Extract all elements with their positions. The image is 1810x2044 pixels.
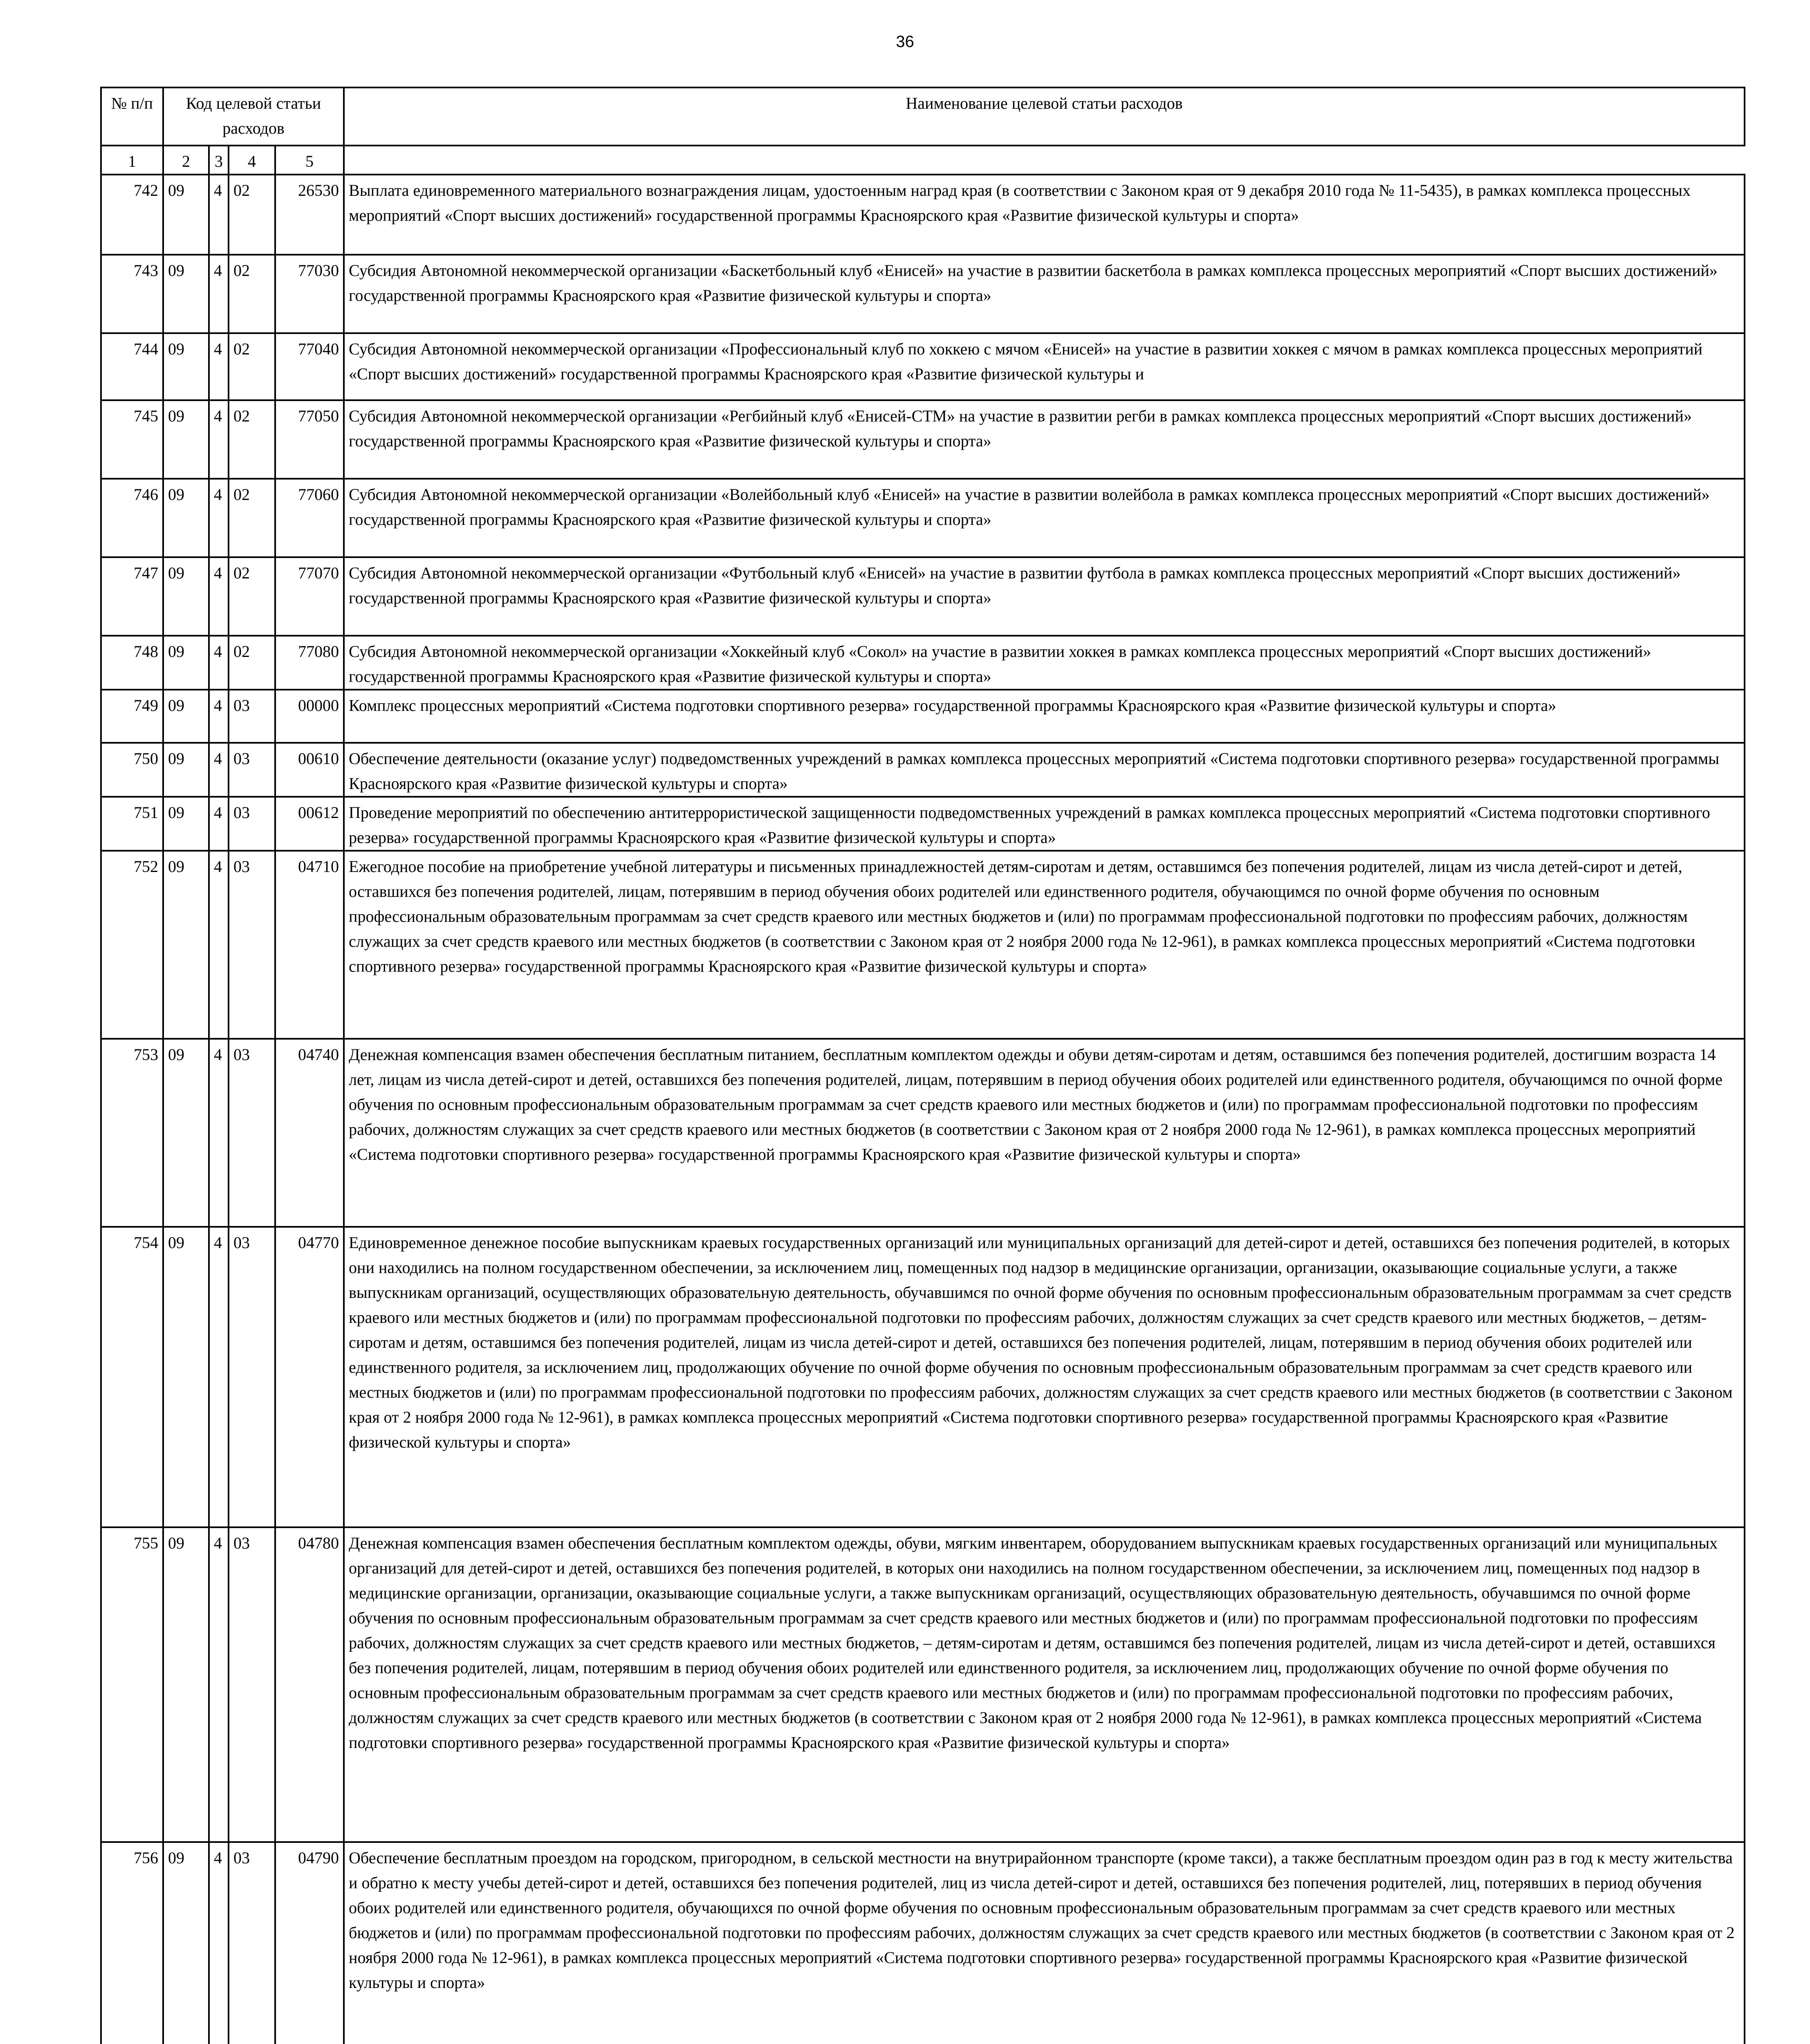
code-part-1: 09	[163, 400, 209, 479]
code-part-2: 4	[209, 1527, 229, 1842]
row-description: Обеспечение бесплатным проездом на городском, пригородном, в сельской местности на внутрирайонном транспорте (кроме такси), а также бесплатным проездом один раз в год к месту жительства и обратно к месту учебы детей-сирот и детей, оставшихся без попечения родителей, лиц из числа детей-сирот и детей, оставшихся без попечения родителей, лиц, потерявших в период обучения обоих родителей или единственного родителя, обучающихся по очной форме обучения по основным профессиональным образовательным программам за счет средств краевого или местных бюджетов и (или) по программам профессиональной подготовки по профессиям рабочих, должностям служащих за счет средств краевого или местных бюджетов (в соответствии с Законом края от 2 ноября 2000 года № 12-961), в рамках комплекса процессных мероприятий «Система подготовки спортивного резерва» государственной программы Красноярского края «Развитие физической культуры и спорта»	[344, 1842, 1745, 2044]
table-row	[101, 797, 1745, 851]
row-number: 746	[101, 479, 163, 557]
code-part-3: 03	[229, 1527, 275, 1842]
row-number: 743	[101, 255, 163, 333]
row-description: Субсидия Автономной некоммерческой организации «Регбийный клуб «Енисей-СТМ» на участие в развитии регби в рамках комплекса процессных мероприятий «Спорт высших достижений» государственной программы Красноярского края «Развитие физической культуры и спорта»	[344, 400, 1745, 479]
table-row	[101, 1842, 1745, 2044]
code-part-3: 03	[229, 690, 275, 743]
code-part-4: 00610	[275, 743, 344, 797]
header-name: Наименование целевой статьи расходов	[344, 87, 1745, 146]
code-part-4: 04770	[275, 1227, 344, 1527]
code-part-4: 77060	[275, 479, 344, 557]
table-row	[101, 1039, 1745, 1227]
row-number: 752	[101, 851, 163, 1039]
table-row	[101, 636, 1745, 690]
col-number: 2	[163, 146, 209, 175]
col-number: 5	[275, 146, 344, 175]
row-description: Денежная компенсация взамен обеспечения бесплатным комплектом одежды, обуви, мягким инвентарем, оборудованием выпускникам краевых государственных организаций или муниципальных организаций для детей-сирот и детей, оставшихся без попечения родителей, в которых они находились на полном государственном обеспечении, за исключением лиц, помещенных под надзор в медицинские организации, организации, оказывающие социальные услуги, а также выпускникам организаций, осуществляющих образовательную деятельность, обучавшимся по очной форме обучения по основным профессиональным образовательным программам за счет средств краевого или местных бюджетов и (или) по программам профессиональной подготовки по профессиям рабочих, должностям служащих за счет средств краевого или местных бюджетов, – детям-сиротам и детям, оставшимся без попечения родителей, лицам из числа детей-сирот и детей, оставшихся без попечения родителей, лицам, потерявшим в период обучения обоих родителей или единственного родителя, за исключением лиц, продолжающих обучение по очной форме обучения по основным профессиональным образовательным программам за счет средств краевого или местных бюджетов и (или) по программам профессиональной подготовки по профессиям рабочих, должностям служащих за счет средств краевого или местных бюджетов (в соответствии с Законом края от 2 ноября 2000 года № 12-961), в рамках комплекса процессных мероприятий «Система подготовки спортивного резерва» государственной программы Красноярского края «Развитие физической культуры и спорта»	[344, 1527, 1745, 1842]
code-part-1: 09	[163, 743, 209, 797]
row-number: 745	[101, 400, 163, 479]
code-part-2: 4	[209, 333, 229, 400]
code-part-2: 4	[209, 636, 229, 690]
code-part-3: 02	[229, 333, 275, 400]
code-part-2: 4	[209, 1039, 229, 1227]
code-part-4: 77030	[275, 255, 344, 333]
row-number: 749	[101, 690, 163, 743]
code-part-3: 02	[229, 400, 275, 479]
row-description: Проведение мероприятий по обеспечению антитеррористической защищенности подведомственных учреждений в рамках комплекса процессных мероприятий «Система подготовки спортивного резерва» государственной программы Красноярского края «Развитие физической культуры и спорта»	[344, 797, 1745, 851]
code-part-3: 03	[229, 1039, 275, 1227]
row-description: Выплата единовременного материального вознаграждения лицам, удостоенным наград края (в соответствии с Законом края от 9 декабря 2010 года № 11-5435), в рамках комплекса процессных мероприятий «Спорт высших достижений» государственной программы Красноярского края «Развитие физической культуры и спорта»	[344, 175, 1745, 255]
code-part-4: 04740	[275, 1039, 344, 1227]
code-part-4: 77050	[275, 400, 344, 479]
table-row	[101, 255, 1745, 333]
table-row	[101, 1527, 1745, 1842]
code-part-3: 03	[229, 1227, 275, 1527]
code-part-4: 00000	[275, 690, 344, 743]
row-number: 748	[101, 636, 163, 690]
row-description: Субсидия Автономной некоммерческой организации «Баскетбольный клуб «Енисей» на участие в развитии баскетбола в рамках комплекса процессных мероприятий «Спорт высших достижений» государственной программы Красноярского края «Развитие физической культуры и спорта»	[344, 255, 1745, 333]
code-part-1: 09	[163, 851, 209, 1039]
row-number: 756	[101, 1842, 163, 2044]
code-part-3: 02	[229, 255, 275, 333]
code-part-2: 4	[209, 255, 229, 333]
table-row	[101, 400, 1745, 479]
table-row	[101, 690, 1745, 743]
code-part-3: 02	[229, 636, 275, 690]
code-part-1: 09	[163, 690, 209, 743]
code-part-3: 03	[229, 743, 275, 797]
row-description: Субсидия Автономной некоммерческой организации «Футбольный клуб «Енисей» на участие в развитии футбола в рамках комплекса процессных мероприятий «Спорт высших достижений» государственной программы Красноярского края «Развитие физической культуры и спорта»	[344, 557, 1745, 636]
code-part-3: 02	[229, 557, 275, 636]
code-part-4: 26530	[275, 175, 344, 255]
code-part-1: 09	[163, 1039, 209, 1227]
code-part-2: 4	[209, 1842, 229, 2044]
budget-table	[100, 87, 1745, 2044]
row-number: 750	[101, 743, 163, 797]
row-description: Ежегодное пособие на приобретение учебной литературы и письменных принадлежностей детям-сиротам и детям, оставшимся без попечения родителей, лицам из числа детей-сирот и детей, оставшихся без попечения родителей, лицам, потерявшим в период обучения обоих родителей или единственного родителя, обучающимся по очной форме обучения по основным профессиональным образовательным программам за счет средств краевого или местных бюджетов и (или) по программам профессиональной подготовки по профессиям рабочих, должностям служащих за счет средств краевого или местных бюджетов (в соответствии с Законом края от 2 ноября 2000 года № 12-961), в рамках комплекса процессных мероприятий «Система подготовки спортивного резерва» государственной программы Красноярского края «Развитие физической культуры и спорта»	[344, 851, 1745, 1039]
code-part-1: 09	[163, 1842, 209, 2044]
table-row	[101, 557, 1745, 636]
code-part-4: 04780	[275, 1527, 344, 1842]
col-number: 1	[101, 146, 163, 175]
row-description: Субсидия Автономной некоммерческой организации «Волейбольный клуб «Енисей» на участие в развитии волейбола в рамках комплекса процессных мероприятий «Спорт высших достижений» государственной программы Красноярского края «Развитие физической культуры и спорта»	[344, 479, 1745, 557]
row-description: Денежная компенсация взамен обеспечения бесплатным питанием, бесплатным комплектом одежды и обуви детям-сиротам и детям, оставшимся без попечения родителей, достигшим возраста 14 лет, лицам из числа детей-сирот и детей, оставшихся без попечения родителей, лицам, потерявшим в период обучения обоих родителей или единственного родителя, обучающимся по очной форме обучения по основным профессиональным образовательным программам за счет средств краевого или местных бюджетов и (или) по программам профессиональной подготовки по профессиям рабочих, должностям служащих за счет средств краевого или местных бюджетов (в соответствии с Законом края от 2 ноября 2000 года № 12-961), в рамках комплекса процессных мероприятий «Система подготовки спортивного резерва» государственной программы Красноярского края «Развитие физической культуры и спорта»	[344, 1039, 1745, 1227]
code-part-3: 03	[229, 851, 275, 1039]
table-row	[101, 851, 1745, 1039]
code-part-1: 09	[163, 479, 209, 557]
table-row	[101, 175, 1745, 255]
row-description: Обеспечение деятельности (оказание услуг) подведомственных учреждений в рамках комплекса процессных мероприятий «Система подготовки спортивного резерва» государственной программы Красноярского края «Развитие физической культуры и спорта»	[344, 743, 1745, 797]
row-number: 751	[101, 797, 163, 851]
code-part-1: 09	[163, 1527, 209, 1842]
row-number: 742	[101, 175, 163, 255]
code-part-2: 4	[209, 557, 229, 636]
row-description: Субсидия Автономной некоммерческой организации «Профессиональный клуб по хоккею с мячом «Енисей» на участие в развитии хоккея с мячом в рамках комплекса процессных мероприятий «Спорт высших достижений» государственной программы Красноярского края «Развитие физической культуры и	[344, 333, 1745, 400]
code-part-3: 02	[229, 479, 275, 557]
row-number: 753	[101, 1039, 163, 1227]
col-number: 4	[229, 146, 275, 175]
row-number: 754	[101, 1227, 163, 1527]
row-description: Комплекс процессных мероприятий «Система подготовки спортивного резерва» государственной программы Красноярского края «Развитие физической культуры и спорта»	[344, 690, 1745, 743]
row-number: 755	[101, 1527, 163, 1842]
code-part-3: 03	[229, 797, 275, 851]
code-part-1: 09	[163, 557, 209, 636]
code-part-1: 09	[163, 636, 209, 690]
code-part-2: 4	[209, 400, 229, 479]
code-part-3: 02	[229, 175, 275, 255]
code-part-4: 77070	[275, 557, 344, 636]
table-row	[101, 743, 1745, 797]
header-num: № п/п	[101, 87, 163, 146]
table-row	[101, 479, 1745, 557]
code-part-4: 77040	[275, 333, 344, 400]
code-part-3: 03	[229, 1842, 275, 2044]
row-description: Субсидия Автономной некоммерческой организации «Хоккейный клуб «Сокол» на участие в развитии хоккея в рамках комплекса процессных мероприятий «Спорт высших достижений» государственной программы Красноярского края «Развитие физической культуры и спорта»	[344, 636, 1745, 690]
code-part-2: 4	[209, 479, 229, 557]
code-part-1: 09	[163, 1227, 209, 1527]
code-part-2: 4	[209, 175, 229, 255]
code-part-1: 09	[163, 255, 209, 333]
code-part-2: 4	[209, 690, 229, 743]
code-part-2: 4	[209, 797, 229, 851]
row-number: 744	[101, 333, 163, 400]
code-part-1: 09	[163, 175, 209, 255]
page-number: 36	[896, 33, 914, 51]
code-part-2: 4	[209, 851, 229, 1039]
table-row	[101, 1227, 1745, 1527]
code-part-4: 77080	[275, 636, 344, 690]
code-part-4: 04710	[275, 851, 344, 1039]
code-part-2: 4	[209, 743, 229, 797]
code-part-2: 4	[209, 1227, 229, 1527]
row-number: 747	[101, 557, 163, 636]
code-part-4: 00612	[275, 797, 344, 851]
row-description: Единовременное денежное пособие выпускникам краевых государственных организаций или муниципальных организаций для детей-сирот и детей, оставшихся без попечения родителей, в которых они находились на полном государственном обеспечении, за исключением лиц, помещенных под надзор в медицинские организации, организации, оказывающие социальные услуги, а также выпускникам организаций, осуществляющих образовательную деятельность, обучавшимся по очной форме обучения по основным профессиональным образовательным программам за счет средств краевого или местных бюджетов и (или) по программам профессиональной подготовки по профессиям рабочих, должностям служащих за счет средств краевого или местных бюджетов, – детям-сиротам и детям, оставшимся без попечения родителей, лицам из числа детей-сирот и детей, оставшихся без попечения родителей, лицам, потерявшим в период обучения обоих родителей или единственного родителя, за исключением лиц, продолжающих обучение по очной форме обучения по основным профессиональным образовательным программам за счет средств краевого или местных бюджетов и (или) по программам профессиональной подготовки по профессиям рабочих, должностям служащих за счет средств краевого или местных бюджетов (в соответствии с Законом края от 2 ноября 2000 года № 12-961), в рамках комплекса процессных мероприятий «Система подготовки спортивного резерва» государственной программы Красноярского края «Развитие физической культуры и спорта»	[344, 1227, 1745, 1527]
code-part-1: 09	[163, 333, 209, 400]
code-part-4: 04790	[275, 1842, 344, 2044]
table-row	[101, 333, 1745, 400]
header-code: Код целевой статьи расходов	[163, 87, 344, 146]
code-part-1: 09	[163, 797, 209, 851]
col-number: 3	[209, 146, 229, 175]
